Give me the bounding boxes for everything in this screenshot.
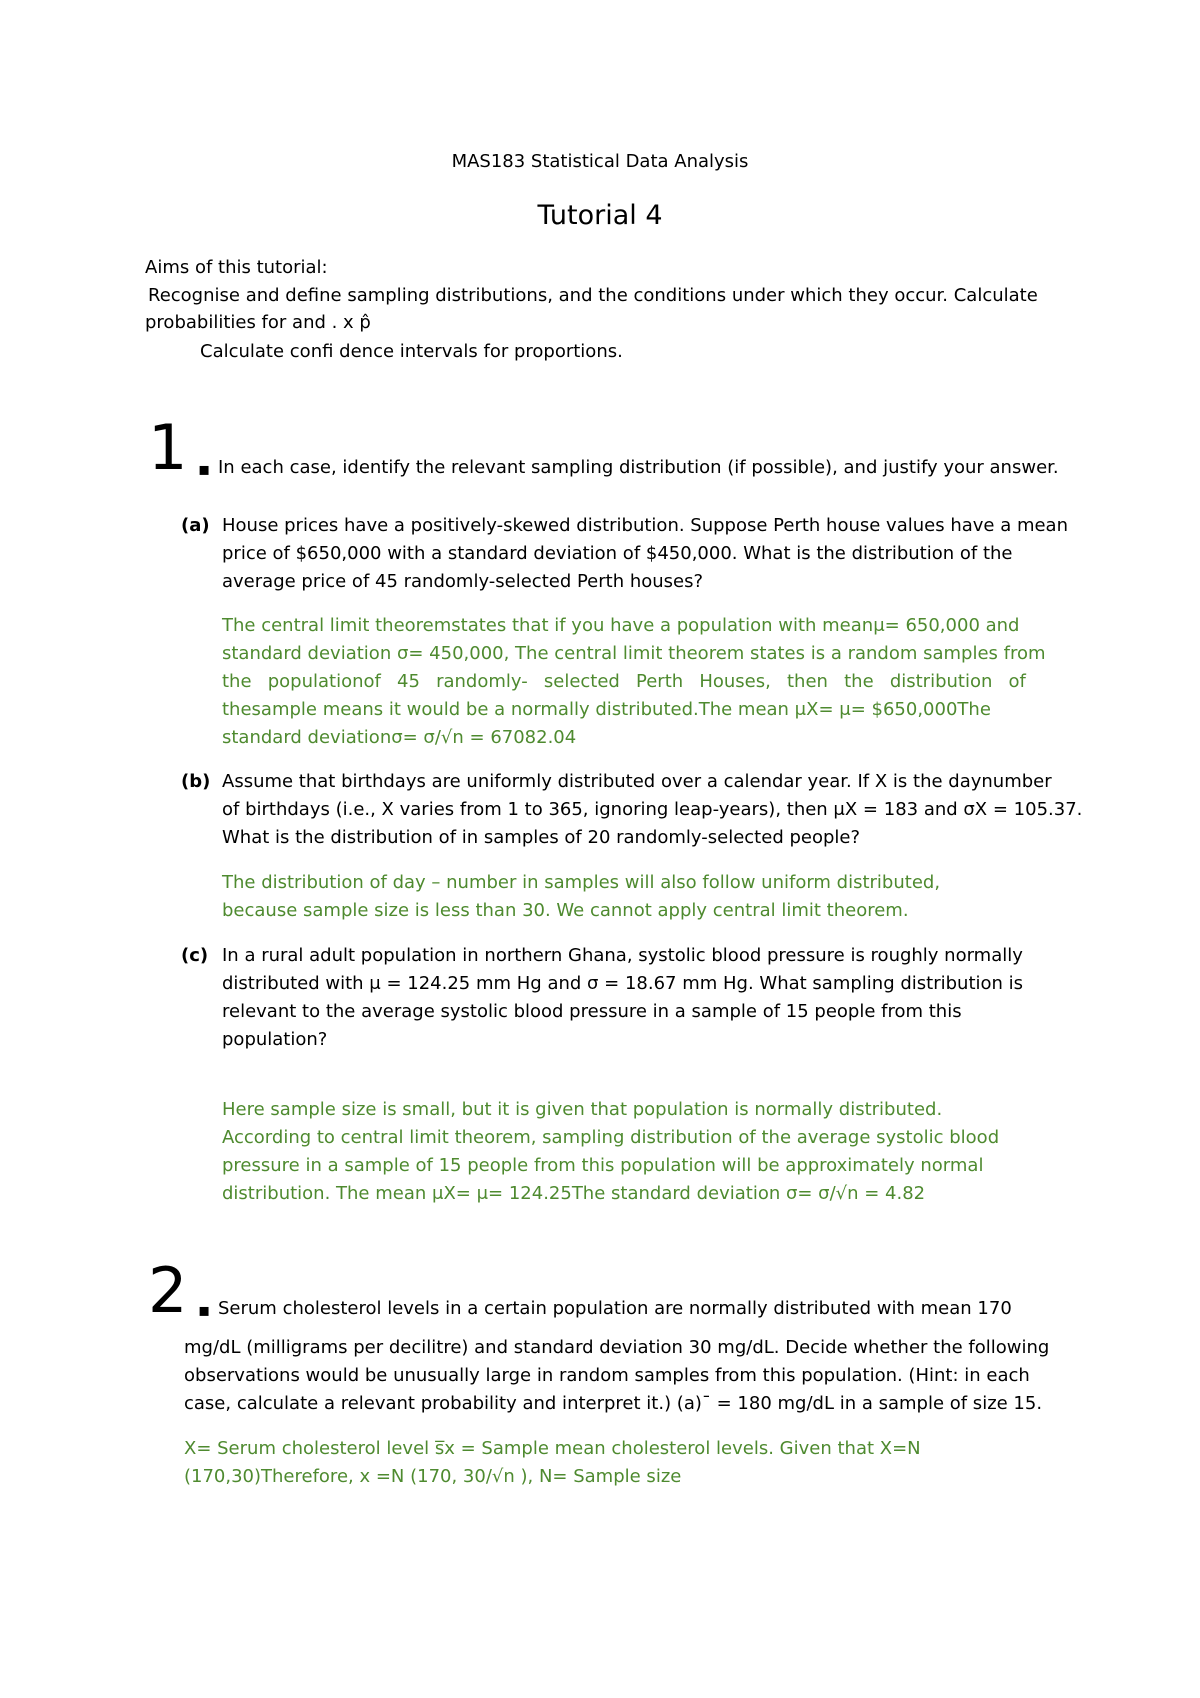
justified-word: Houses,	[699, 671, 771, 692]
justified-word: Perth	[636, 671, 684, 692]
part-c-label: (c)	[181, 945, 209, 966]
justified-word: 45	[397, 671, 420, 692]
part-b-line-1: Assume that birthdays are uniformly distributed over a calendar year. If X is the daynumber	[222, 771, 1052, 792]
part-a-line-2: price of $650,000 with a standard deviation of $450,000. What is the distribution of the	[222, 543, 1013, 564]
part-a-label: (a)	[181, 515, 210, 536]
part-c-line-3: relevant to the average systolic blood pressure in a sample of 15 people from this	[222, 1001, 962, 1022]
question-2-number: 2	[148, 1254, 188, 1327]
course-title: MAS183 Statistical Data Analysis	[451, 151, 749, 172]
part-b-answer-line-2: because sample size is less than 30. We cannot apply central limit theorem.	[222, 900, 909, 921]
part-a-line-3: average price of 45 randomly-selected Perth houses?	[222, 571, 704, 592]
part-b-answer-line-1: The distribution of day – number in samples will also follow uniform distributed,	[222, 872, 941, 893]
part-c-line-2: distributed with μ = 124.25 mm Hg and σ = 18.67 mm Hg. What sampling distribution is	[222, 973, 1024, 994]
question-2-line-3: observations would be unusually large in random samples from this population. (Hint: in each	[184, 1365, 1030, 1386]
question-1-intro: In each case, identify the relevant sampling distribution (if possible), and justify your answer.	[218, 457, 1059, 478]
part-a-answer-line-5: standard deviationσ= σ/√n = 67082.04	[222, 727, 577, 748]
page-title: Tutorial 4	[537, 200, 663, 231]
question-2-line-1: Serum cholesterol levels in a certain population are normally distributed with mean 170	[218, 1298, 1012, 1319]
part-c-answer-line-4: distribution. The mean μX= μ= 124.25The standard deviation σ= σ/√n = 4.82	[222, 1183, 926, 1204]
part-c-line-1: In a rural adult population in northern Ghana, systolic blood pressure is roughly normally	[222, 945, 1023, 966]
justified-word: then	[787, 671, 828, 692]
part-b-line-2: of birthdays (i.e., X varies from 1 to 365, ignoring leap-years), then μX = 183 and σX = 105.37.	[222, 799, 1083, 820]
justified-word: selected	[543, 671, 620, 692]
justified-word: populationof	[267, 671, 381, 692]
question-2-line-2: mg/dL (milligrams per decilitre) and standard deviation 30 mg/dL. Decide whether the following	[184, 1337, 1050, 1358]
justified-word: of	[1008, 671, 1026, 692]
aims-line-2: probabilities for and . x p̂	[145, 312, 371, 333]
part-a-line-1: House prices have a positively-skewed distribution. Suppose Perth house values have a mean	[222, 515, 1068, 536]
aims-line-1: Recognise and define sampling distributions, and the conditions under which they occur. Calculate	[148, 285, 1038, 306]
part-a-answer-line-3	[222, 672, 1026, 692]
question-2-answer-line-2: (170,30)Therefore, x =N (170, 30/√n ), N= Sample size	[184, 1466, 682, 1487]
justified-word: the	[222, 671, 252, 692]
question-1-number: 1	[148, 411, 188, 484]
part-c-answer-line-2: According to central limit theorem, sampling distribution of the average systolic blood	[222, 1127, 1000, 1148]
part-a-answer-line-4: thesample means it would be a normally distributed.The mean μX= μ= $650,000The	[222, 699, 991, 720]
part-a-answer-line-1: The central limit theoremstates that if you have a population with meanμ= 650,000 and	[222, 615, 1020, 636]
justified-word: the	[844, 671, 874, 692]
part-b-line-3: What is the distribution of in samples of 20 randomly-selected people?	[222, 827, 861, 848]
question-2-line-4: case, calculate a relevant probability and interpret it.) (a)¯ = 180 mg/dL in a sample of size 15.	[184, 1393, 1043, 1414]
aims-line-3: Calculate confi dence intervals for proportions.	[200, 341, 623, 362]
question-2-answer-line-1: X= Serum cholesterol level s̅x = Sample mean cholesterol levels. Given that X=N	[184, 1438, 921, 1459]
part-b-label: (b)	[181, 771, 211, 792]
justified-word: randomly-	[436, 671, 528, 692]
question-2-bullet: ▪	[198, 1300, 211, 1321]
part-a-answer-line-2: standard deviation σ= 450,000, The central limit theorem states is a random samples from	[222, 643, 1046, 664]
part-c-answer-line-1: Here sample size is small, but it is given that population is normally distributed.	[222, 1099, 943, 1120]
part-c-line-4: population?	[222, 1029, 328, 1050]
part-c-answer-line-3: pressure in a sample of 15 people from this population will be approximately normal	[222, 1155, 984, 1176]
question-1-bullet: ▪	[198, 459, 211, 480]
justified-word: distribution	[889, 671, 993, 692]
aims-heading: Aims of this tutorial:	[145, 257, 328, 278]
